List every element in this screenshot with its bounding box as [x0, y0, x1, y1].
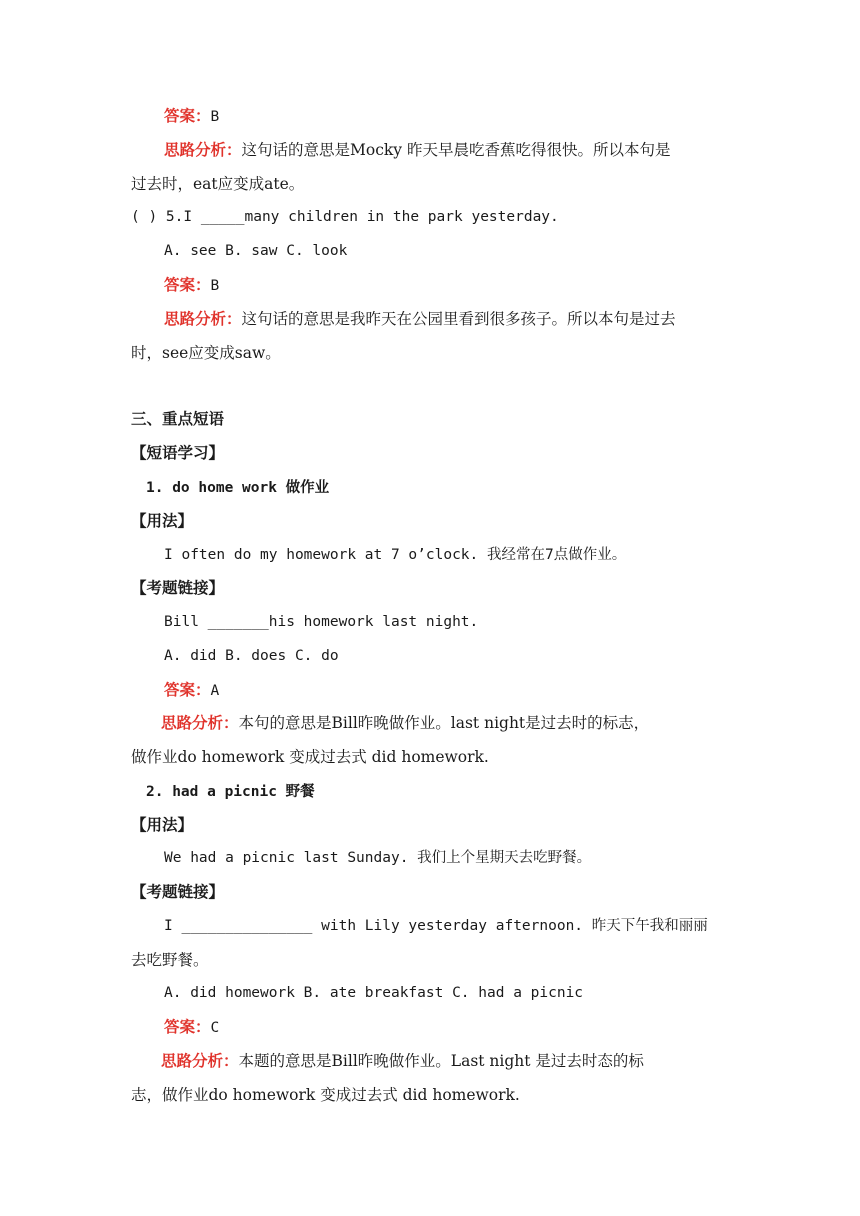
phrase2-question-cont: 去吃野餐。	[131, 951, 209, 969]
phrase1-exam-header: 【考题链接】	[131, 579, 225, 597]
q4-analysis-line	[164, 140, 670, 160]
q4-analysis-cont: 过去时，eat应变成ate。	[131, 175, 305, 193]
q5-answer-line	[164, 275, 219, 296]
answer-label: 答案：	[164, 276, 211, 294]
answer-label: 答案：	[164, 107, 211, 125]
analysis-text: 这句话的意思是我昨天在公园里看到很多孩子。所以本句是过去	[241, 310, 676, 328]
q5-analysis-cont: 时，see应变成saw。	[131, 344, 281, 362]
phrase2-usage-text: We had a picnic last Sunday. 我们上个星期天去吃野餐。	[164, 850, 592, 866]
q5-question: ( ) 5.I _____many children in the park yesterday.	[131, 209, 559, 225]
phrase1-analysis-line	[161, 713, 649, 733]
analysis-label: 思路分析：	[161, 1052, 239, 1070]
q5-analysis-line	[164, 309, 676, 329]
phrase2-usage-header: 【用法】	[131, 816, 194, 834]
answer-value: B	[210, 278, 220, 294]
phrase1-analysis-cont: 做作业do homework 变成过去式 did homework.	[131, 748, 489, 766]
phrase2-question: I _______________ with Lily yesterday afternoon. 昨天下午我和丽丽	[164, 918, 708, 934]
section-title: 三、重点短语	[131, 410, 225, 428]
analysis-label: 思路分析：	[164, 310, 242, 328]
answer-value: C	[210, 1020, 220, 1036]
phrase1-usage-text: I often do my homework at 7 o’clock. 我经常在7点做作业。	[164, 547, 627, 563]
answer-label: 答案：	[164, 681, 211, 699]
phrase2-title: 2. had a picnic 野餐	[146, 784, 315, 800]
phrase2-answer-line	[164, 1017, 219, 1038]
answer-value: B	[210, 109, 220, 125]
phrase1-options: A. did B. does C. do	[164, 648, 339, 664]
analysis-label: 思路分析：	[161, 714, 239, 732]
phrase1-answer-line	[164, 680, 219, 701]
phrase2-analysis-cont: 志，做作业do homework 变成过去式 did homework.	[131, 1086, 520, 1104]
analysis-text: 本题的意思是Bill昨晚做作业。Last night 是过去时态的标	[238, 1052, 644, 1070]
phrase2-options: A. did homework B. ate breakfast C. had a picnic	[164, 985, 584, 1001]
phrase2-analysis-line	[161, 1051, 644, 1071]
q4-answer-line	[164, 106, 219, 127]
phrase1-title: 1. do home work 做作业	[146, 480, 330, 496]
study-header: 【短语学习】	[131, 444, 225, 462]
q5-options: A. see B. saw C. look	[164, 243, 348, 259]
phrase1-usage-header: 【用法】	[131, 512, 194, 530]
analysis-label: 思路分析：	[164, 141, 242, 159]
analysis-text: 这句话的意思是Mocky 昨天早晨吃香蕉吃得很快。所以本句是	[241, 141, 671, 159]
phrase1-question: Bill _______his homework last night.	[164, 614, 479, 630]
answer-value: A	[210, 683, 220, 699]
phrase2-exam-header: 【考题链接】	[131, 883, 225, 901]
analysis-text: 本句的意思是Bill昨晚做作业。last night是过去时的标志，	[238, 714, 650, 732]
answer-label: 答案：	[164, 1018, 211, 1036]
